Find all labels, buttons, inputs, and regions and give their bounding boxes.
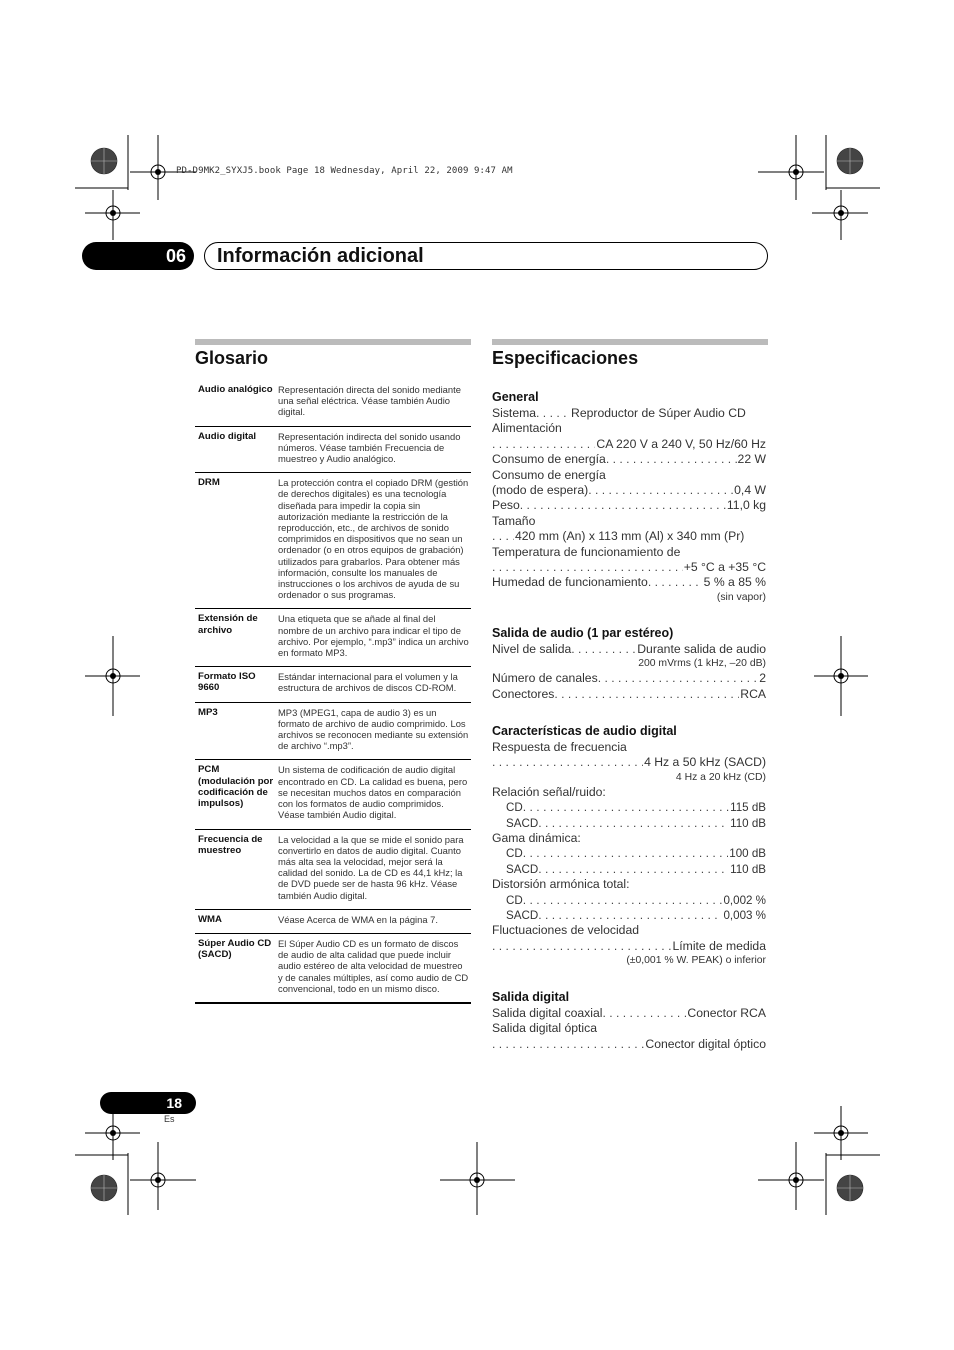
glossary-term: Formato ISO 9660 <box>198 671 256 694</box>
glossary-row <box>195 473 471 609</box>
spec-line <box>492 877 766 892</box>
glossary-term: Audio digital <box>198 430 257 442</box>
spec-line <box>492 755 766 770</box>
glossary-definition: El Súper Audio CD es un formato de discos de audio de alta calidad que puede incluir audio estéreo de alta velocidad de muestreo y de canales múltiples, así como audio de CD convencional, todo en un mismo disco. <box>278 937 469 994</box>
glossary-row <box>195 380 471 426</box>
spec-label: Distorsión armónica total: <box>492 877 630 892</box>
glossary-title: Glosario <box>195 348 269 368</box>
glossary-term: PCM (modulación por codificación de impulsos) <box>198 764 274 810</box>
spec-label: Humedad de funcionamiento <box>492 575 648 590</box>
spec-value: 5 % a 85 % <box>703 575 766 590</box>
spec-note: (sin vapor) <box>716 591 766 603</box>
spec-line <box>492 452 766 467</box>
specs-digital-audio <box>492 724 766 968</box>
spec-line <box>492 1006 766 1021</box>
spec-line <box>492 545 766 560</box>
spec-value: CA 220 V a 240 V, 50 Hz/60 Hz <box>596 436 766 451</box>
spec-line <box>492 671 766 686</box>
glossary-term: Audio analógico <box>198 384 273 395</box>
spec-label: Salida digital coaxial <box>492 1006 603 1020</box>
glossary-definition: Estándar internacional para el volumen y la estructura de archivos de discos CD-ROM. <box>278 671 458 694</box>
spec-label: Tamaño <box>492 513 536 528</box>
glossary-term: DRM <box>198 477 220 489</box>
spec-line <box>492 560 766 575</box>
specs-section-bar <box>492 339 768 345</box>
spec-line <box>492 939 766 954</box>
spec-line <box>492 831 766 846</box>
spec-label: Nivel de salida <box>492 642 572 656</box>
spec-label: (modo de espera) <box>492 483 589 498</box>
spec-line <box>492 923 766 938</box>
spec-value: +5 °C a +35 °C <box>683 560 766 575</box>
spec-heading: Características de audio digital <box>492 724 677 738</box>
glossary-definition: Representación indirecta del sonido usando números. Véase también Frecuencia de muestreo y Audio analógico. <box>278 430 461 465</box>
glossary-term: Extensión de archivo <box>198 613 258 636</box>
chapter-title: Información adicional <box>204 242 768 270</box>
spec-heading: Salida digital <box>492 990 570 1004</box>
spec-value: Reproductor de Súper Audio CD <box>571 406 746 420</box>
spec-value: 11,0 kg <box>726 498 766 513</box>
glossary-row <box>195 760 471 829</box>
page-language: Es <box>164 1114 175 1124</box>
spec-label: Consumo de energía <box>492 467 606 482</box>
glossary-row <box>195 702 471 760</box>
spec-value: 2 <box>759 671 766 686</box>
spec-label: Número de canales <box>492 671 598 686</box>
spec-value: 100 dB <box>729 847 766 861</box>
glossary-term: MP3 <box>198 706 218 718</box>
glossary-definition: Un sistema de codificación de audio digital encontrado en CD. La calidad es buena, pero se necesitan muchos datos en comparación con los formatos de audio comprimidos. Véase también Audio digital. <box>278 764 468 821</box>
glossary-definition: Representación directa del sonido mediante una señal eléctrica. Véase también Audio digital. <box>278 384 461 418</box>
specs-digital-out <box>492 990 766 1052</box>
glossary-term: Súper Audio CD (SACD) <box>198 937 272 961</box>
spec-label: SACD <box>506 816 539 830</box>
spec-value: Límite de medida <box>672 938 766 953</box>
spec-label: SACD <box>506 909 539 923</box>
spec-label: Relación señal/ruido: <box>492 784 606 799</box>
spec-line <box>492 483 766 498</box>
spec-value: 110 dB <box>730 862 766 876</box>
glossary-row <box>195 609 471 667</box>
spec-value: 0,4 W <box>734 483 766 498</box>
spec-value: Conector RCA <box>687 1006 766 1020</box>
spec-line <box>492 498 766 513</box>
spec-label: Peso <box>492 498 520 513</box>
glossary-term: Frecuencia de muestreo <box>198 833 263 856</box>
spec-label: CD <box>506 893 523 907</box>
glossary-row <box>195 829 471 909</box>
glossary-row <box>195 426 471 473</box>
spec-value: 420 mm (An) x 113 mm (Al) x 340 mm (Pr) <box>515 529 745 544</box>
spec-value: 4 Hz a 50 kHz (SACD) <box>644 755 766 770</box>
spec-line <box>492 468 766 483</box>
glossary-table <box>195 380 471 1004</box>
spec-label: CD <box>506 801 523 815</box>
glossary-section-bar <box>195 339 471 345</box>
spec-label: Salida digital óptica <box>492 1021 598 1036</box>
spec-label: Fluctuaciones de velocidad <box>492 923 640 938</box>
spec-value: 110 dB <box>730 816 766 830</box>
spec-line <box>492 816 766 831</box>
spec-value: RCA <box>740 686 766 701</box>
spec-line <box>492 687 766 702</box>
page-number: 18 <box>100 1092 196 1114</box>
spec-line <box>492 740 766 755</box>
spec-line <box>492 421 766 436</box>
glossary-definition: MP3 (MPEG1, capa de audio 3) es un formato de archivo de audio comprimido. Los archivos se reconocen mediante su extensión de archivo “.mp3”. <box>278 706 469 752</box>
spec-note: 4 Hz a 20 kHz (CD) <box>675 771 766 783</box>
glossary-definition: La velocidad a la que se mide el sonido para convertirlo en datos de audio digital. Cuanto más alta sea la velocidad, mejor será la calidad del sonido. La de CD es 44,1 kHz; la de DVD puede ser de hasta 96 kHz. Véase también Audio digital. <box>278 833 464 901</box>
spec-line <box>492 1037 766 1052</box>
spec-value: 0,003 % <box>723 909 766 923</box>
spec-note: (±0,001 % W. PEAK) o inferior <box>626 955 766 967</box>
spec-line <box>492 514 766 529</box>
spec-value: 22 W <box>737 452 766 467</box>
glossary-definition: La protección contra el copiado DRM (gestión de derechos digitales) es una tecnología diseñada para impedir la copia sin autorización mediante la restricción de la reproducción, etc., de archivos de sonido comprimidos en dispositivos que no sean un ordenador (o en otros equipos de grabación) utilizados para grabarlos. Para obtener más información, consulte los manuales de instrucciones o los archivos de ayuda de su ordenador o sus programas. <box>278 477 469 601</box>
spec-line <box>492 785 766 800</box>
spec-label: Alimentación <box>492 421 562 436</box>
spec-label: CD <box>506 847 523 861</box>
spec-line <box>492 406 766 421</box>
spec-note: 200 mVrms (1 kHz, –20 dB) <box>638 658 766 670</box>
spec-line <box>492 893 766 908</box>
chapter-number: 06 <box>82 242 194 270</box>
spec-value: Conector digital óptico <box>645 1036 766 1051</box>
glossary-row <box>195 933 471 1003</box>
spec-label: Sistema <box>492 406 537 420</box>
specs-title: Especificaciones <box>492 348 639 368</box>
spec-heading: General <box>492 390 539 404</box>
spec-line <box>492 529 766 544</box>
spec-label: Conectores <box>492 686 555 701</box>
specs-audio-out <box>492 626 766 702</box>
glossary-row <box>195 909 471 933</box>
spec-value: Durante salida de audio <box>637 642 766 656</box>
spec-heading: Salida de audio (1 par estéreo) <box>492 626 674 640</box>
specs-general <box>492 390 766 605</box>
spec-line <box>492 1021 766 1036</box>
spec-line <box>492 575 766 590</box>
spec-label: Respuesta de frecuencia <box>492 740 627 754</box>
spec-label: Temperatura de funcionamiento de <box>492 544 681 559</box>
spec-label: Consumo de energía <box>492 452 606 467</box>
spec-label: SACD <box>506 862 539 876</box>
book-info-line: PD-D9MK2_SYXJ5.book Page 18 Wednesday, April 22, 2009 9:47 AM <box>176 166 513 176</box>
glossary-definition: Véase Acerca de WMA en la página 7. <box>278 913 438 925</box>
spec-value: 0,002 % <box>723 893 766 907</box>
spec-line <box>492 437 766 452</box>
spec-value: 115 dB <box>730 801 766 815</box>
spec-line <box>492 862 766 877</box>
spec-line <box>492 908 766 923</box>
glossary-row <box>195 667 471 702</box>
glossary-term: WMA <box>198 913 222 925</box>
spec-line <box>492 800 766 815</box>
spec-line <box>492 642 766 657</box>
glossary-definition: Una etiqueta que se añade al final del nombre de un archivo para indicar el tipo de archivo. Por ejemplo, “.mp3” indica un archivo en formato MP3. <box>278 613 469 659</box>
spec-label: Gama dinámica: <box>492 831 581 846</box>
spec-line <box>492 846 766 861</box>
